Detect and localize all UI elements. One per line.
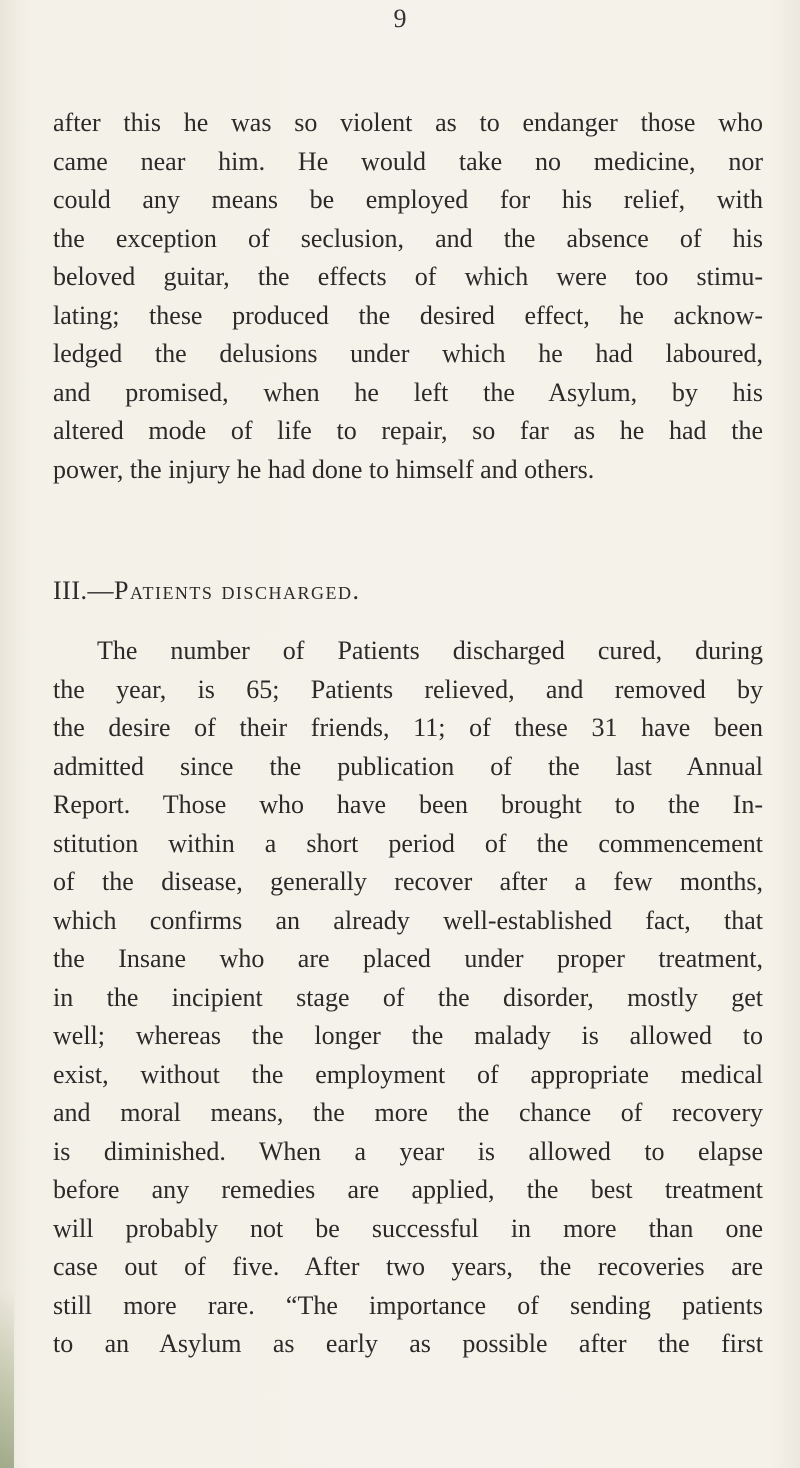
text-line: is diminished. When a year is allowed to elapse: [53, 1136, 763, 1166]
text-line: of the disease, generally recover after a few months,: [53, 867, 763, 896]
text-line: and promised, when he left the Asylum, by his: [53, 377, 763, 407]
text-line: the year, is 65; Patients relieved, and removed by: [53, 674, 763, 704]
text-line: and moral means, the more the chance of recovery: [53, 1098, 763, 1127]
section-heading: [53, 572, 763, 611]
text-line: power, the injury he had done to himself and others.: [53, 454, 595, 484]
text-line: still more rare. “The importance of sending patients: [53, 1290, 763, 1320]
page-number: 9: [393, 4, 407, 33]
text-line: the desire of their friends, 11; of these 31 have been: [53, 713, 763, 742]
section-title: Patients discharged.: [113, 576, 361, 605]
text-line: ledged the delusions under which he had laboured,: [53, 339, 763, 368]
text-line: case out of five. After two years, the recoveries are: [53, 1252, 763, 1281]
page-edge-shadow: [0, 1290, 14, 1468]
section-numeral: III.—: [53, 576, 114, 605]
text-line: altered mode of life to repair, so far as he had the: [53, 416, 763, 445]
text-line: could any means be employed for his relief, with: [53, 185, 763, 214]
text-line: in the incipient stage of the disorder, mostly get: [53, 982, 763, 1012]
text-line: which confirms an already well-established fact, that: [53, 905, 763, 935]
text-line: Report. Those who have been brought to the In-: [53, 790, 763, 819]
text-line: will probably not be successful in more than one: [53, 1213, 763, 1243]
text-line: admitted since the publication of the last Annual: [53, 751, 763, 781]
paragraph-2: [53, 632, 763, 1364]
text-line: after this he was so violent as to endanger those who: [53, 108, 763, 137]
text-line: well; whereas the longer the malady is allowed to: [53, 1021, 763, 1050]
paragraph-1: [53, 104, 763, 489]
text-line: the Insane who are placed under proper treatment,: [53, 944, 763, 973]
text-line: exist, without the employment of appropriate medical: [53, 1059, 763, 1089]
text-line: before any remedies are applied, the best treatment: [53, 1175, 763, 1204]
text-line: stitution within a short period of the commencement: [53, 828, 763, 858]
text-line: The number of Patients discharged cured, during: [97, 636, 763, 665]
text-line: to an Asylum as early as possible after the first: [53, 1329, 763, 1358]
text-line: beloved guitar, the effects of which were too stimu-: [53, 262, 763, 291]
text-line: came near him. He would take no medicine, nor: [53, 146, 763, 176]
text-line: lating; these produced the desired effect, he acknow-: [53, 300, 763, 330]
text-line: the exception of seclusion, and the absence of his: [53, 223, 763, 253]
